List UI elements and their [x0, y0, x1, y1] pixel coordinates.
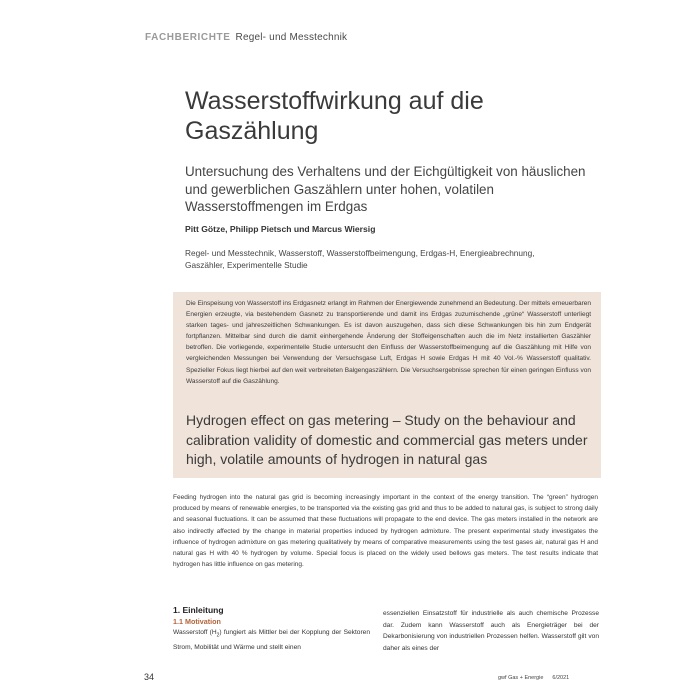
journal-footer [498, 675, 569, 681]
header-section: FACHBERICHTE [145, 32, 231, 43]
article-subtitle: Untersuchung des Verhaltens und der Eichgültigkeit von häuslichen und gewerblichen Gaszählern unter hohen, volatilen Wasserstoffmengen im Erdgas [185, 164, 586, 214]
article-title: Wasserstoffwirkung auf die Gaszählung [185, 87, 484, 145]
journal-issue: 6/2021 [552, 675, 570, 681]
keywords: Regel- und Messtechnik, Wasserstoff, Wasserstoffbeimengung, Erdgas-H, Energieabrechnung, Gaszähler, Experimentelle Studie [185, 248, 535, 270]
abstract-german: Die Einspeisung von Wasserstoff ins Erdgasnetz erlangt im Rahmen der Energiewende zunehmend an Bedeutung. Der mittels erneuerbaren Energien erzeugte, via bestehendem Gasnetz zu transportierende und damit ins Erdgas zuzumischende „grüne“ Wasserstoff unterliegt starken tages- und jahreszeitlichen Schwankungen. Es ist davon auszugehen, dass sich diese Schwankungen bis hin zum Endgerät fortpflanzen. Mittelbar sind durch die damit einhergehende Änderung der Stoffeigenschaften auch die im Netz installierten Gaszähler betroffen. Die vorliegende, experimentelle Studie untersucht den Einfluss der Wasserstoffbeimengung auf die Gaszählung mit Hilfe von vergleichenden Messungen bei Verwendung der Versuchsgase Luft, Erdgas H sowie Erdgas H mit 40 Vol.-% Wasserstoff qualitativ. Spezieller Fokus liegt hierbei auf den weit verbreiteten Balgengaszählern. Die Versuchsergebnisse sprechen für einen geringen Einfluss von Wasserstoff auf die Gaszählung. [186, 300, 591, 385]
abstract-english: Feeding hydrogen into the natural gas grid is becoming increasingly important in the context of the energy transition. The “green” hydrogen produced by means of renewable energies, to be transported via the existing gas grid and thus to be added to natural gas, is subject to strong daily and seasonal fluctuations. It can be assumed that these fluctuations will propagate to the end device. The gas meters installed in the network are also indirectly affected by the change in material properties induced by hydrogen admixture. The present experimental study investigates the influence of hydrogen admixture on gas metering qualitatively by means of comparative measurements using the test gases air, natural gas H and natural gas H with 40 % hydrogen by volume. Special focus is placed on the widely used bellows gas meters. The test results indicate that hydrogen has little influence on gas metering. [173, 494, 598, 569]
english-title: Hydrogen effect on gas metering – Study on the behaviour and calibration validity of domestic and commercial gas meters under high, volatile amounts of hydrogen in natural gas [186, 412, 588, 467]
authors: Pitt Götze, Philipp Pietsch und Marcus Wiersig [185, 224, 376, 234]
running-header [145, 32, 347, 43]
section-heading: 1. Einleitung [173, 605, 224, 615]
page-number: 34 [144, 672, 155, 682]
body-text-left: Wasserstoff $(H_2)$ fungiert als Mittler bei der Kopplung der Sektoren Strom, Mobilität und Wärme und stellt einen [173, 629, 370, 651]
body-column-left [173, 605, 370, 654]
journal-name: gwf Gas + Energie [498, 675, 544, 681]
subsection-heading: 1.1 Motivation [173, 617, 221, 626]
header-subsection: Regel- und Messtechnik [235, 32, 348, 43]
body-column-right: essenziellen Einsatzstoff für industrielle als auch chemische Prozesse dar. Zudem kann Wasserstoff auch als Energieträger bei der Dekarbonisierung von industriellen Prozessen helfen. Wasserstoff gilt von daher als eines der [383, 610, 599, 652]
